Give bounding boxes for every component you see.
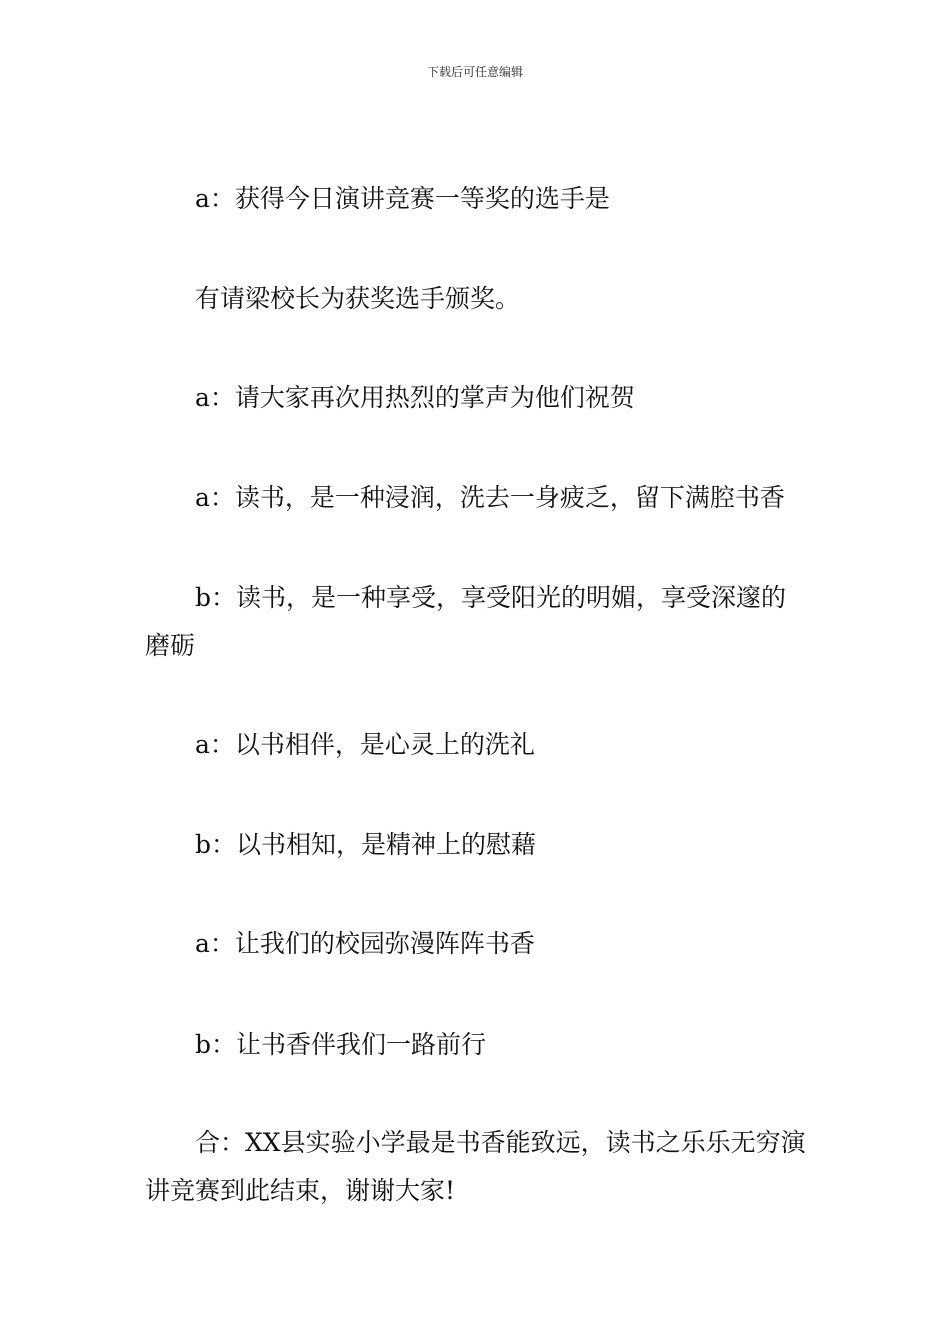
paragraph-5: b：读书，是一种享受，享受阳光的明媚，享受深邃的磨砺 xyxy=(145,583,787,660)
paragraph-7: b：以书相知，是精神上的慰藉 xyxy=(195,830,537,859)
paragraph-4: a：读书，是一种浸润，洗去一身疲乏，留下满腔书香 xyxy=(195,483,785,512)
paragraph-8: a：让我们的校园弥漫阵阵书香 xyxy=(195,929,535,958)
paragraph-10: 合：XX县实验小学最是书香能致远，读书之乐乐无穷演讲竞赛到此结束，谢谢大家! xyxy=(145,1128,806,1205)
paragraph-9: b：让书香伴我们一路前行 xyxy=(195,1030,487,1059)
paragraph-3: a：请大家再次用热烈的掌声为他们祝贺 xyxy=(195,383,635,412)
paragraph-2: 有请梁校长为获奖选手颁奖。 xyxy=(195,284,521,313)
page-header: 下载后可任意编辑 xyxy=(426,65,523,79)
paragraph-1: a：获得今日演讲竞赛一等奖的选手是 xyxy=(195,184,610,213)
paragraph-6: a：以书相伴，是心灵上的洗礼 xyxy=(195,730,535,759)
